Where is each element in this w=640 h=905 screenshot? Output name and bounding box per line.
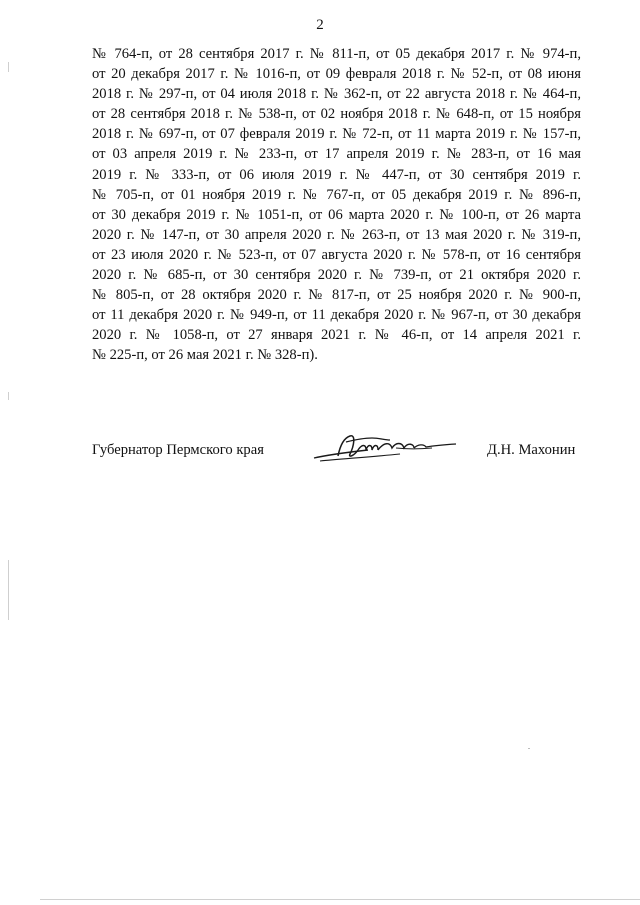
scan-margin-mark	[8, 560, 9, 620]
text-line: № 705-п, от 01 ноября 2019 г. № 767-п, от 05 декабря 2019 г. № 896-п,	[92, 186, 581, 203]
scan-speck	[528, 748, 530, 749]
scan-bottom-edge	[40, 899, 640, 900]
text-line: 2018 г. № 697-п, от 07 февраля 2019 г. № 72-п, от 11 марта 2019 г. № 157-п,	[92, 126, 581, 143]
text-line: от 23 июля 2020 г. № 523-п, от 07 августа 2020 г. № 578-п, от 16 сентября	[92, 246, 581, 263]
page-number: 2	[316, 17, 324, 33]
text-line: 2020 г. № 1058-п, от 27 января 2021 г. № 46-п, от 14 апреля 2021 г.	[92, 327, 581, 344]
scan-margin-mark	[8, 392, 9, 400]
text-line: от 11 декабря 2020 г. № 949-п, от 11 декабря 2020 г. № 967-п, от 30 декабря	[92, 307, 581, 324]
scan-margin-mark	[8, 62, 9, 72]
text-line: 2018 г. № 297-п, от 04 июля 2018 г. № 362-п, от 22 августа 2018 г. № 464-п,	[92, 86, 581, 103]
signatory-title: Губернатор Пермского края	[92, 442, 264, 458]
text-line: № 805-п, от 28 октября 2020 г. № 817-п, от 25 ноября 2020 г. № 900-п,	[92, 287, 581, 304]
signatory-name: Д.Н. Махонин	[487, 442, 576, 458]
text-line: от 28 сентября 2018 г. № 538-п, от 02 ноября 2018 г. № 648-п, от 15 ноября	[92, 106, 581, 123]
text-line: от 03 апреля 2019 г. № 233-п, от 17 апреля 2019 г. № 283-п, от 16 мая	[92, 146, 581, 163]
text-line: от 20 декабря 2017 г. № 1016-п, от 09 февраля 2018 г. № 52-п, от 08 июня	[92, 66, 581, 83]
text-line: № 764-п, от 28 сентября 2017 г. № 811-п, от 05 декабря 2017 г. № 974-п,	[92, 46, 581, 62]
text-line: № 225-п, от 26 мая 2021 г. № 328-п).	[92, 347, 318, 364]
body-text	[92, 44, 581, 366]
text-line: 2020 г. № 685-п, от 30 сентября 2020 г. № 739-п, от 21 октября 2020 г.	[92, 267, 581, 284]
text-line: 2019 г. № 333-п, от 06 июля 2019 г. № 447-п, от 30 сентября 2019 г.	[92, 166, 581, 183]
handwritten-signature	[310, 428, 460, 470]
text-line: от 30 декабря 2019 г. № 1051-п, от 06 марта 2020 г. № 100-п, от 26 марта	[92, 206, 581, 223]
text-line: 2020 г. № 147-п, от 30 апреля 2020 г. № 263-п, от 13 мая 2020 г. № 319-п,	[92, 226, 581, 243]
